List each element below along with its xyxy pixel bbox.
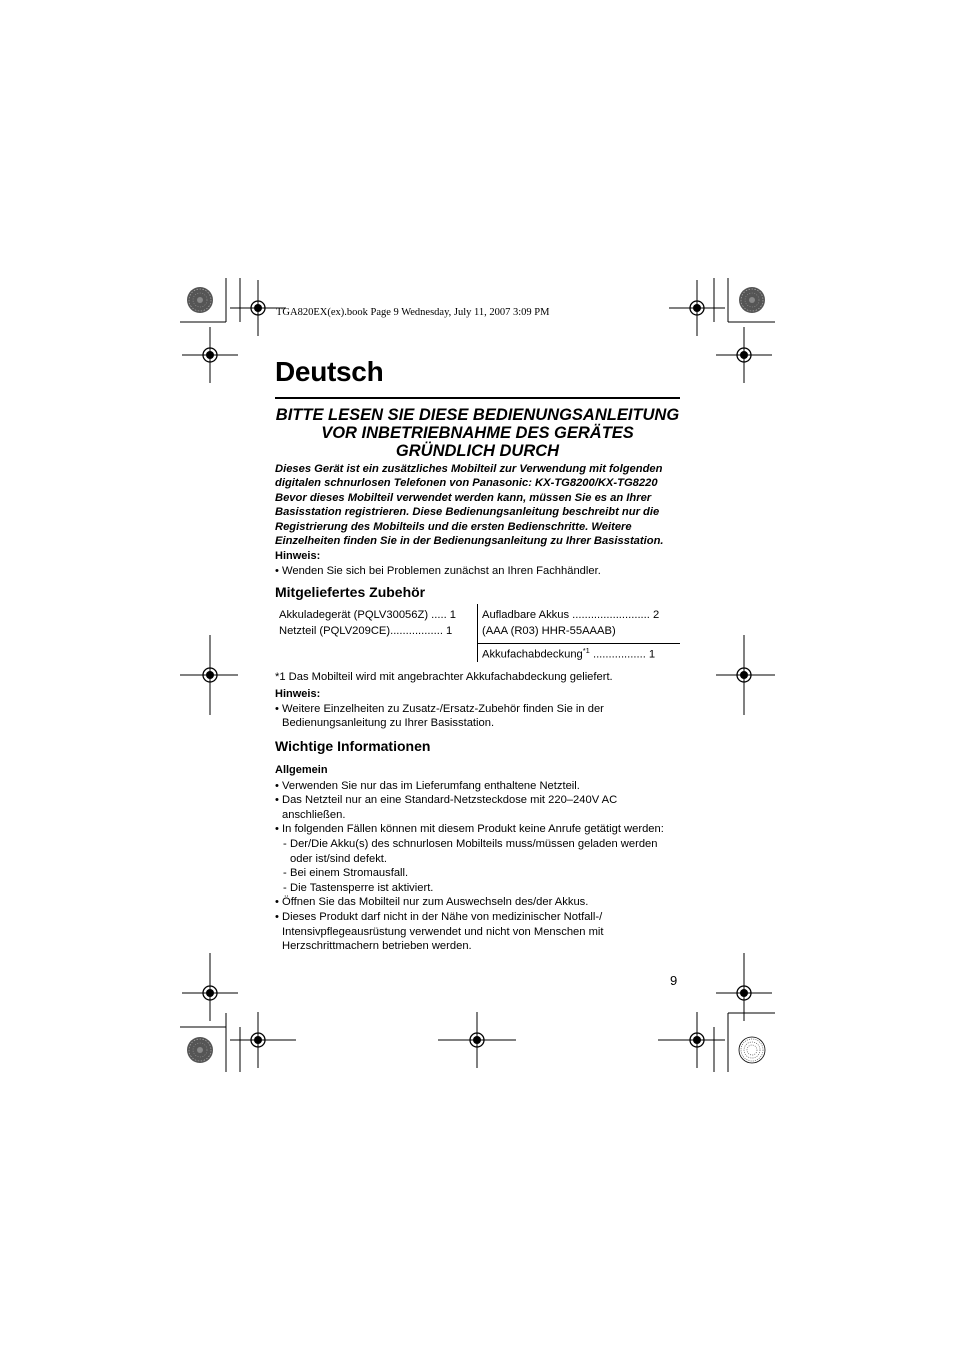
accessories-left-column xyxy=(279,608,456,639)
accessory-item: (AAA (R03) HHR-55AAAB) xyxy=(482,624,616,637)
note-line: Bedienungsanleitung zu Ihrer Basisstation. xyxy=(282,717,495,730)
list-line: Intensivpflegeausrüstung verwendet und nicht von Menschen mit xyxy=(282,925,604,938)
list-line: - Der/Die Akku(s) des schnurlosen Mobilteils muss/müssen geladen werden xyxy=(290,837,658,850)
list-line: • Das Netzteil nur an eine Standard-Netzsteckdose mit 220–240V AC xyxy=(282,794,618,807)
cover-footnote-ref: *1 xyxy=(582,646,590,655)
list-line: • Dieses Produkt darf nicht in der Nähe von medizinischer Notfall-/ xyxy=(282,910,603,923)
note-line: • Weitere Einzelheiten zu Zusatz-/Ersatz-Zubehör finden Sie in der xyxy=(282,702,604,715)
registration-mark-middle-left xyxy=(180,635,238,715)
list-item xyxy=(275,793,690,822)
accessory-item: Akkuladegerät (PQLV30056Z) ..... 1 xyxy=(279,609,457,621)
intro-line: Einzelheiten finden Sie in der Bedienungsanleitung zu Ihrer Basisstation. xyxy=(275,535,664,548)
registration-mark-bottom-left xyxy=(180,953,296,1072)
note-block xyxy=(275,687,604,731)
list-item xyxy=(275,910,690,954)
list-line: oder ist/sind defekt. xyxy=(290,852,388,865)
important-block xyxy=(275,763,690,954)
accessory-item: Netzteil (PQLV209CE)................. 1 xyxy=(279,624,453,637)
list-item: • Öffnen Sie das Mobilteil nur zum Auswechseln des/der Akkus. xyxy=(275,895,690,910)
headline: BITTE LESEN SIE DIESE BEDIENUNGSANLEITUNG VOR INBETRIEBNAHME DES GERÄTES GRÜNDLICH DURCH xyxy=(275,406,680,460)
list-item: • Verwenden Sie nur das im Lieferumfang enthaltene Netzteil. xyxy=(275,779,690,794)
title-rule xyxy=(275,397,680,399)
intro-paragraph xyxy=(275,462,685,548)
accessory-item: Aufladbare Akkus ......................... 2 xyxy=(482,609,660,621)
page-title: Deutsch xyxy=(275,356,384,387)
registration-mark-bottom-center xyxy=(438,1012,516,1068)
intro-line: Basisstation registrieren. Diese Bedienungsanleitung beschreibt nur die xyxy=(275,506,660,519)
registration-mark-middle-right xyxy=(716,635,775,715)
list-line: Herzschrittmachern betrieben werden. xyxy=(282,940,472,953)
important-heading: Wichtige Informationen xyxy=(275,738,431,754)
accessories-divider xyxy=(477,604,478,662)
note-item: • Wenden Sie sich bei Problemen zunächst an Ihren Fachhändler. xyxy=(275,564,601,579)
registration-mark-top-left xyxy=(180,278,286,383)
accessories-right-column xyxy=(482,608,659,639)
accessories-heading: Mitgeliefertes Zubehör xyxy=(275,584,426,600)
subheading: Allgemein xyxy=(275,764,328,776)
note-block xyxy=(275,549,601,578)
intro-line: Dieses Gerät ist ein zusätzliches Mobilteil zur Verwendung mit folgenden xyxy=(275,463,663,475)
accessories-hline xyxy=(477,643,680,644)
footnote: *1 Das Mobilteil wird mit angebrachter Akkufachabdeckung geliefert. xyxy=(275,671,613,683)
intro-line: Bevor dieses Mobilteil verwendet werden kann, müssen Sie es an Ihrer xyxy=(275,491,652,504)
sub-list-item xyxy=(275,837,690,866)
list-line: anschließen. xyxy=(282,808,346,821)
sub-list-item: - Die Tastensperre ist aktiviert. xyxy=(275,881,690,896)
registration-mark-bottom-right xyxy=(658,953,775,1072)
intro-line: digitalen schnurlosen Telefonen von Panasonic: KX-TG8200/KX-TG8220 xyxy=(275,477,658,490)
note-title: Hinweis: xyxy=(275,550,321,562)
intro-line: Registrierung des Mobilteils und die ersten Bedienschritte. Weitere xyxy=(275,520,632,533)
sub-list-item: - Bei einem Stromausfall. xyxy=(275,866,690,881)
note-item xyxy=(275,702,604,731)
note-title: Hinweis: xyxy=(275,688,321,700)
cover-count: ................. 1 xyxy=(589,648,656,661)
print-header-line: TGA820EX(ex).book Page 9 Wednesday, July 11, 2007 3:09 PM xyxy=(276,307,550,318)
cover-label: Akkufachabdeckung xyxy=(482,648,583,661)
page-number: 9 xyxy=(670,973,678,988)
accessory-item-cover xyxy=(482,646,655,661)
registration-mark-top-right xyxy=(669,278,775,383)
list-item: • In folgenden Fällen können mit diesem Produkt keine Anrufe getätigt werden: xyxy=(275,822,690,837)
